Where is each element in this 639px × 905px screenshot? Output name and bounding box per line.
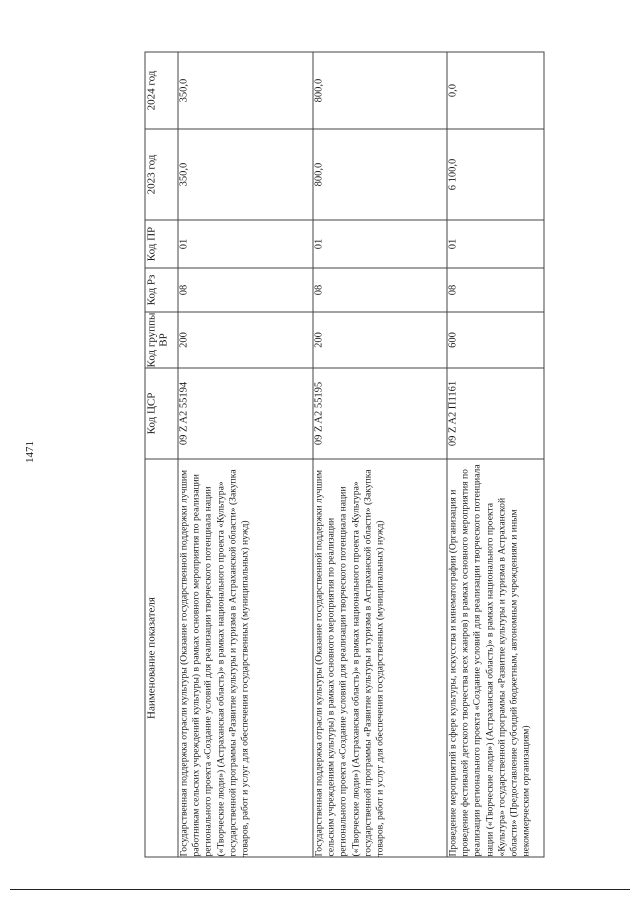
table-row (313, 52, 447, 857)
row-2023: 6 100,0 (447, 129, 544, 220)
row-2023: 350,0 (178, 129, 313, 220)
row-name: Государственная поддержка отрасли культуры (Оказание государственной поддержки лучшим сельским учреждениям культуры) в рамках основного мероприятия по реализации регионального проекта «Создание условий для реализации творческого потенциала нации («Творческие люди») (Астраханская область)» в рамках национального проекта «Культура» государственной программы «Развитие культуры и туризма в Астраханской области» (Закупка товаров, работ и услуг для обеспечения государственных (муниципальных) нужд) (313, 459, 447, 857)
row-2024: 800,0 (313, 52, 447, 129)
bottom-rule (10, 889, 630, 890)
row-rz: 08 (447, 268, 544, 312)
row-pr: 01 (178, 220, 313, 268)
row-csr: 09 Z A2 55194 (178, 368, 313, 459)
row-pr: 01 (313, 220, 447, 268)
header-vr: Код группы ВР (145, 312, 178, 368)
table-row (447, 52, 544, 857)
row-csr: 09 Z A2 П1161 (447, 368, 544, 459)
row-vr: 600 (447, 312, 544, 368)
row-csr: 09 Z A2 55195 (313, 368, 447, 459)
header-pr: Код ПР (145, 220, 178, 268)
table-header-row (145, 52, 178, 857)
header-2024: 2024 год (145, 52, 178, 129)
row-rz: 08 (313, 268, 447, 312)
row-vr: 200 (313, 312, 447, 368)
row-name: Государственная поддержка отрасли культуры (Оказание государственной поддержки лучшим работникам сельских учреждений культуры) в рамках основного мероприятия по реализации регионального проекта «Создание условий для реализации творческого потенциала нации («Творческие люди») (Астраханская область)» в рамках национального проекта «Культура» государственной программы «Развитие культуры и туризма в Астраханской области» (Закупка товаров, работ и услуг для обеспечения государственных (муниципальных) нужд) (178, 459, 313, 857)
rotated-table-container (144, 52, 542, 857)
table-row (178, 52, 313, 857)
budget-table (144, 51, 544, 857)
row-pr: 01 (447, 220, 544, 268)
header-csr: Код ЦСР (145, 368, 178, 459)
row-rz: 08 (178, 268, 313, 312)
header-rz: Код Рз (145, 268, 178, 312)
row-2023: 800,0 (313, 129, 447, 220)
row-2024: 0,0 (447, 52, 544, 129)
row-2024: 350,0 (178, 52, 313, 129)
page-number: 1471 (24, 441, 36, 463)
row-name: Проведение мероприятий в сфере культуры, искусства и кинематографии (Организация и проведение фестивалей детского творчества всех жанров) в рамках основного мероприятия по реализации регионального проекта «Создание условий для реализации творческого потенциала нации («Творческие люди») (Астраханская область)» в рамках национального проекта «Культура» государственной программы «Развитие культуры и туризма в Астраханской области» (Предоставление субсидий бюджетным, автономным учреждениям и иным некоммерческим организациям) (447, 459, 544, 857)
header-2023: 2023 год (145, 129, 178, 220)
row-vr: 200 (178, 312, 313, 368)
header-name: Наименование показателя (145, 459, 178, 857)
